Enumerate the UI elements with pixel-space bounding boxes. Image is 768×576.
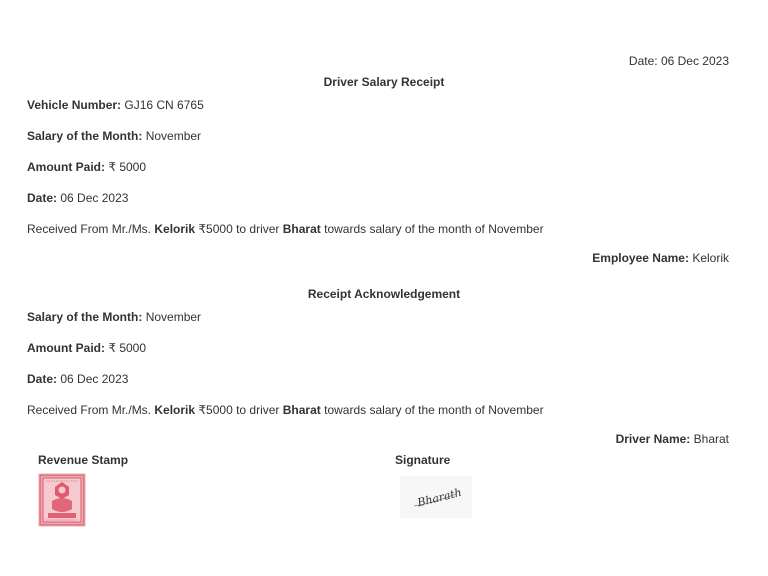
ack-received-from-line [27,403,544,417]
ack-received-suffix: towards salary of the month of November [324,403,544,417]
vehicle-number-label: Vehicle Number: [27,98,122,112]
vehicle-number-value: GJ16 CN 6765 [124,98,204,112]
ack-payee-name: Bharat [282,403,321,417]
employee-name-value: Kelorik [692,251,729,265]
ack-salary-month-label: Salary of the Month: [27,310,143,324]
ack-received-prefix: Received From Mr./Ms. [27,403,152,417]
ack-received-mid: ₹5000 to driver [198,403,280,417]
payer-name: Kelorik [154,222,196,236]
ack-date-value: 06 Dec 2023 [60,372,129,386]
signature-label: Signature [395,453,451,467]
vehicle-number-row [27,98,204,112]
date-label: Date: [27,191,58,205]
date-value: 06 Dec 2023 [60,191,129,205]
amount-paid-value: ₹ 5000 [108,160,147,174]
salary-receipt-title: Driver Salary Receipt [323,75,445,89]
ack-amount-paid-row [27,341,146,355]
ack-amount-paid-value: ₹ 5000 [108,341,147,355]
ack-payer-name: Kelorik [154,403,196,417]
salary-month-value: November [145,129,202,143]
driver-name-label: Driver Name: [615,432,691,446]
received-mid: ₹5000 to driver [198,222,280,236]
received-suffix: towards salary of the month of November [324,222,544,236]
amount-paid-row [27,160,146,174]
date-row [27,191,128,205]
payee-name: Bharat [282,222,321,236]
salary-month-label: Salary of the Month: [27,129,143,143]
revenue-stamp-label: Revenue Stamp [38,453,129,467]
salary-month-row [27,129,201,143]
ack-salary-month-row [27,310,201,324]
ack-date-row [27,372,128,386]
driver-name-row [616,432,729,446]
ack-salary-month-value: November [145,310,202,324]
acknowledgement-title: Receipt Acknowledgement [307,287,461,301]
ack-date-label: Date: [27,372,58,386]
ack-amount-paid-label: Amount Paid: [27,341,105,355]
employee-name-label: Employee Name: [592,251,689,265]
received-prefix: Received From Mr./Ms. [27,222,152,236]
revenue-stamp-image [38,473,86,527]
employee-name-row [592,251,729,265]
received-from-line [27,222,544,236]
signature-image [400,476,472,518]
svg-text:Bharath: Bharath [416,485,463,510]
header-date: Date: 06 Dec 2023 [628,54,729,68]
driver-name-value: Bharat [693,432,729,446]
amount-paid-label: Amount Paid: [27,160,105,174]
